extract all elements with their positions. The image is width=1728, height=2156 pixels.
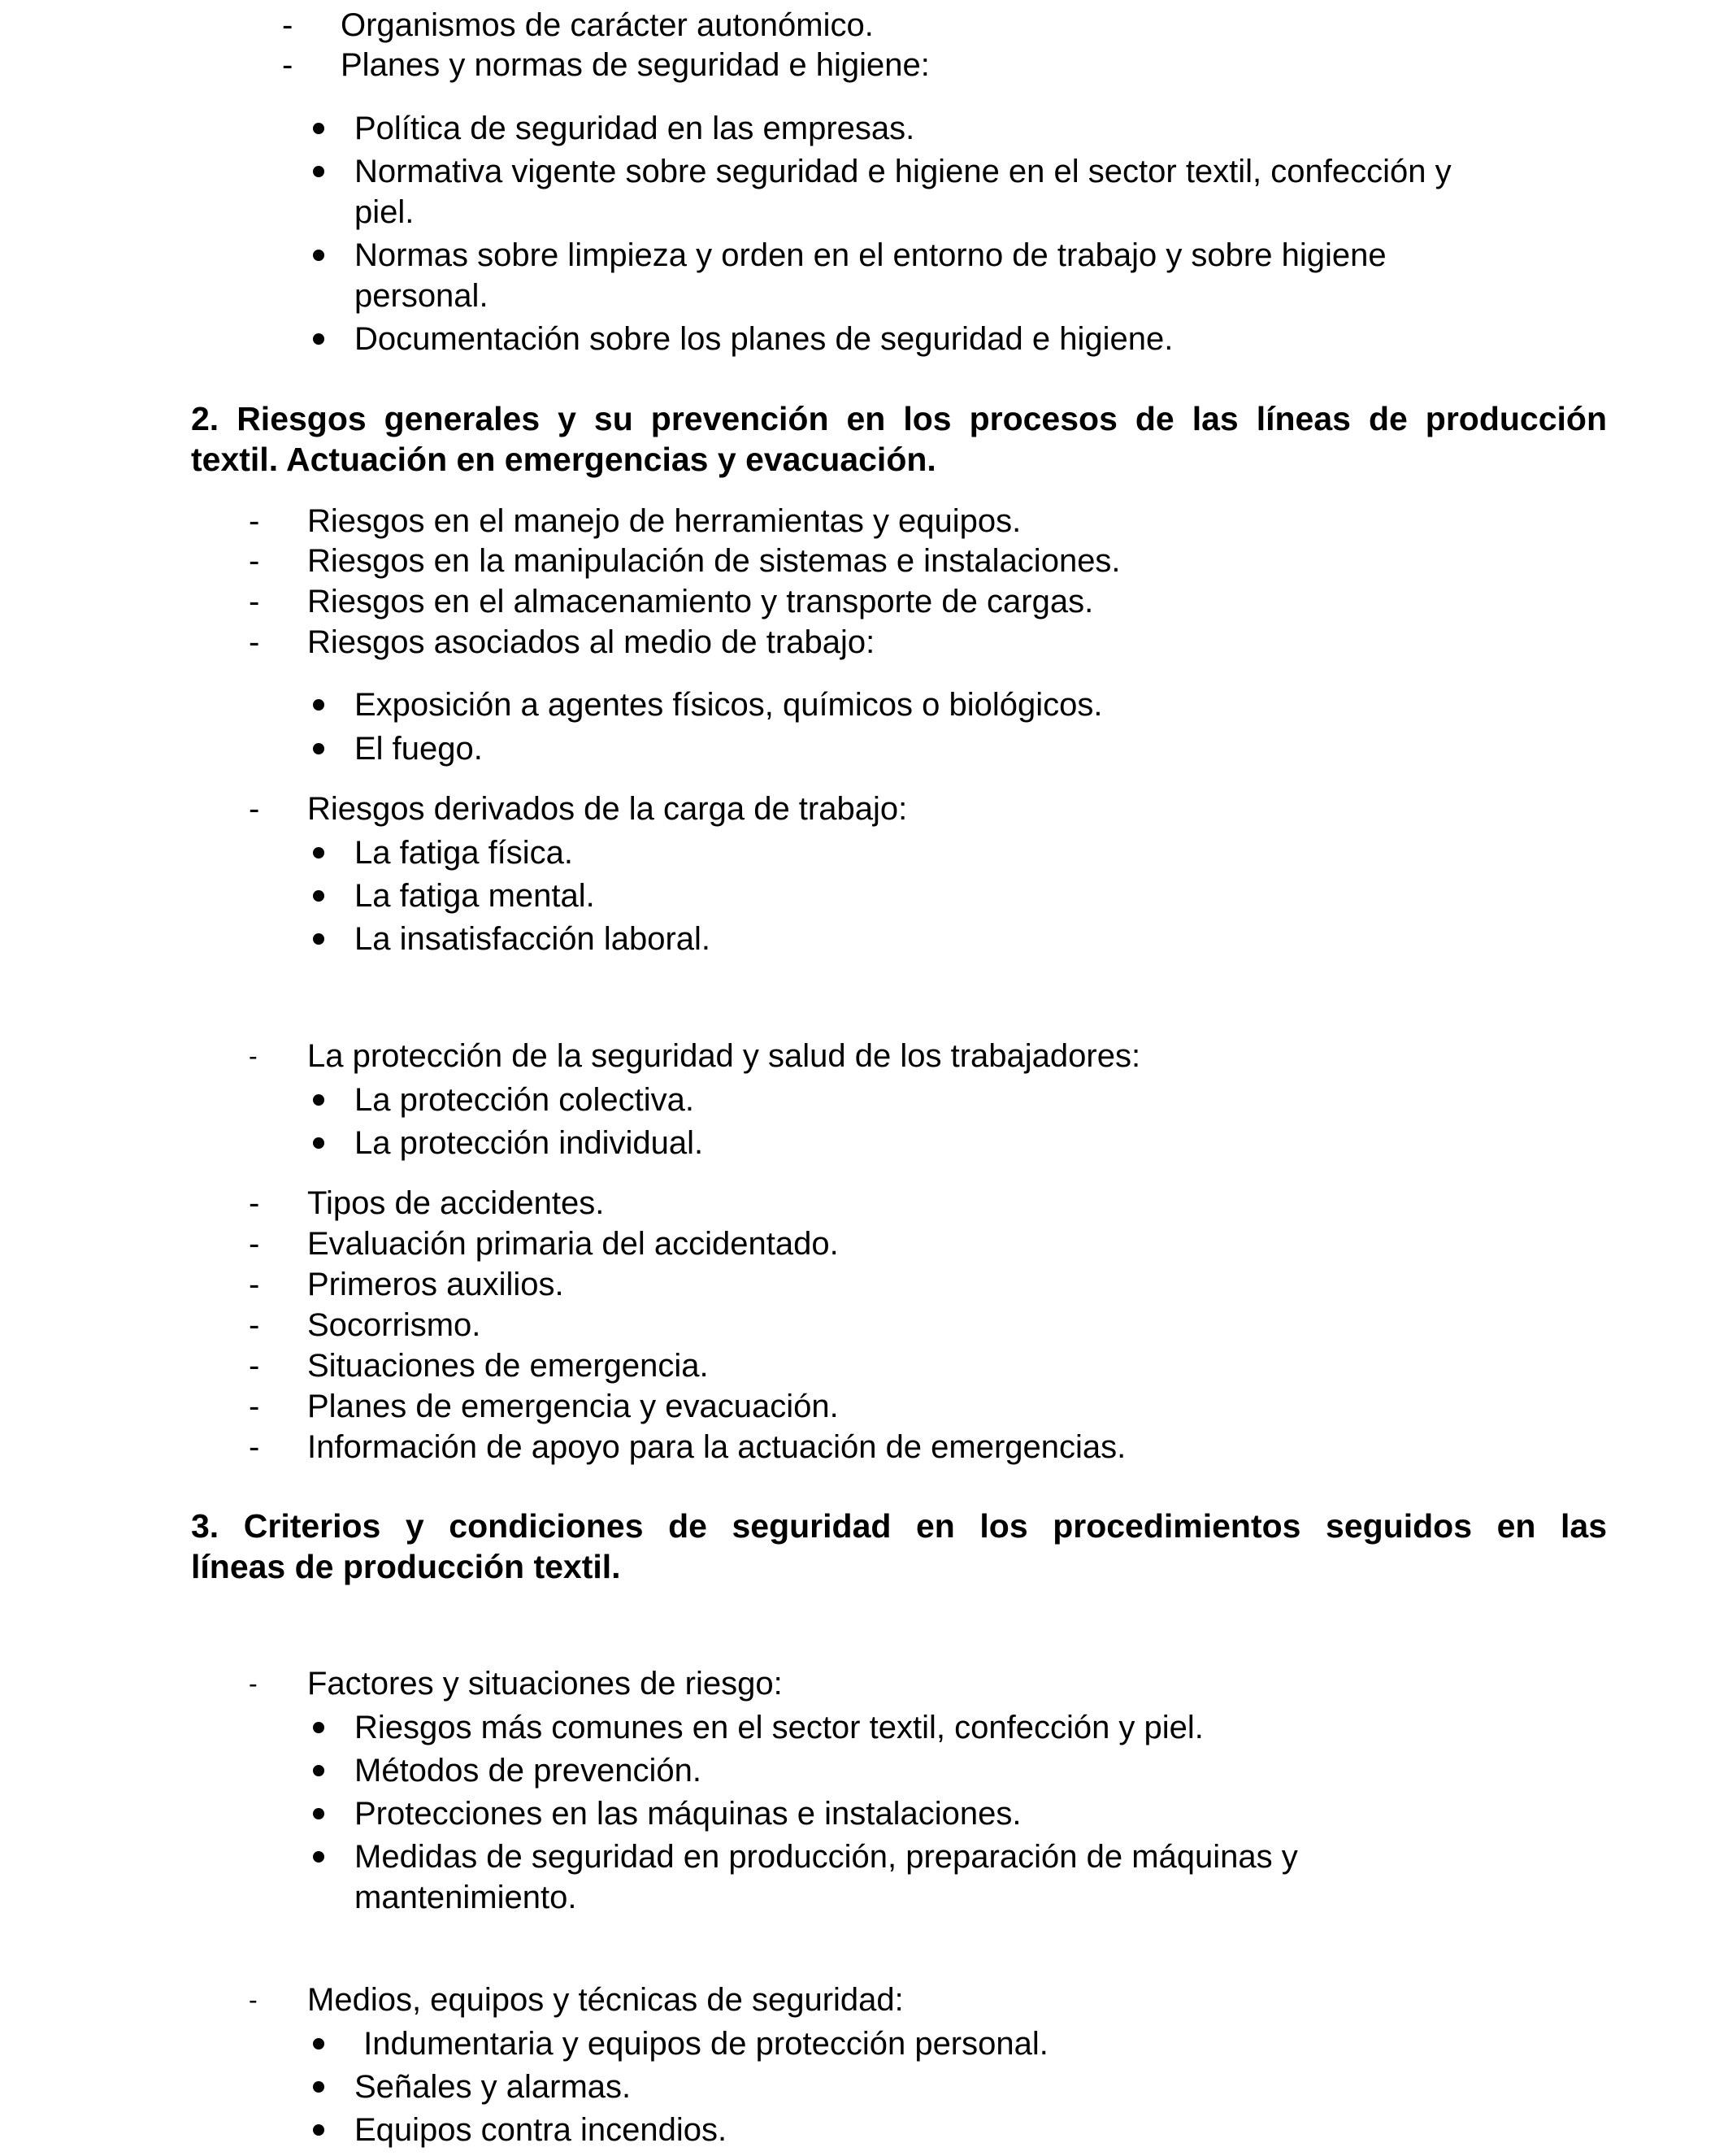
bullet-icon [313, 743, 324, 754]
list-item-text: Evaluación primaria del accidentado. [307, 1226, 839, 1262]
heading-line: 2. Riesgos generales y su prevención en los procesos de las líneas de producción [191, 400, 1607, 437]
bullet-icon [313, 1137, 324, 1149]
bullet-text: Normativa vigente sobre seguridad e higiene en el sector textil, confección y [354, 154, 1452, 189]
bullet-text: Normas sobre limpieza y orden en el entorno de trabajo y sobre higiene [354, 237, 1387, 273]
section-heading [191, 1506, 1607, 1587]
bullet-text: Métodos de prevención. [354, 1753, 701, 1789]
list-item-text: Información de apoyo para la actuación de emergencias. [307, 1429, 1127, 1465]
dash-marker: - [249, 1185, 260, 1221]
bullet-text: Política de seguridad en las empresas. [354, 111, 915, 146]
bullet-icon [313, 166, 324, 177]
bullet-text: La protección colectiva. [354, 1082, 695, 1118]
bullet-icon [313, 2124, 324, 2136]
dash-marker: - [249, 584, 260, 619]
bullet-icon [313, 2038, 324, 2050]
bullet-text: Protecciones en las máquinas e instalaciones. [354, 1796, 1022, 1832]
dash-marker: - [249, 1669, 258, 1698]
bullet-icon [313, 890, 324, 902]
bullet-icon [313, 333, 324, 345]
list-item-text: Medios, equipos y técnicas de seguridad: [307, 1982, 904, 2018]
list-item-text: Tipos de accidentes. [307, 1185, 605, 1221]
heading-line: textil. Actuación en emergencias y evacuación. [191, 441, 936, 478]
dash-marker: - [249, 791, 260, 827]
list-item-text: Riesgos en el almacenamiento y transporte de cargas. [307, 584, 1094, 619]
dash-marker: - [249, 1267, 260, 1302]
list-item-text: Riesgos asociados al medio de trabajo: [307, 624, 875, 660]
bullet-text-continued: mantenimiento. [354, 1880, 577, 1915]
bullet-text: La fatiga física. [354, 835, 574, 871]
bullet-text-continued: personal. [354, 278, 488, 314]
bullet-text: La insatisfacción laboral. [354, 921, 711, 957]
heading-line: 3. Criterios y condiciones de seguridad en los procedimientos seguidos en las [191, 1507, 1607, 1545]
bullet-text: Exposición a agentes físicos, químicos o biológicos. [354, 687, 1103, 723]
list-item-text: Riesgos en la manipulación de sistemas e instalaciones. [307, 543, 1121, 579]
bullet-text: Señales y alarmas. [354, 2069, 632, 2105]
dash-marker: - [249, 1226, 260, 1262]
bullet-icon [313, 250, 324, 261]
bullet-text: Documentación sobre los planes de seguridad e higiene. [354, 321, 1174, 357]
dash-marker: - [249, 1389, 260, 1424]
bullet-icon [313, 1851, 324, 1863]
dash-marker: - [249, 1348, 260, 1384]
list-item-text: Organismos de carácter autonómico. [341, 7, 874, 43]
bullet-icon [313, 847, 324, 858]
list-item-text: Socorrismo. [307, 1307, 481, 1343]
list-item-text: Riesgos en el manejo de herramientas y equipos. [307, 503, 1022, 539]
dash-marker: - [249, 1041, 258, 1071]
bullet-icon [313, 123, 324, 134]
dash-marker: - [282, 7, 293, 43]
dash-marker: - [249, 543, 260, 579]
dash-marker: - [282, 47, 293, 83]
bullet-text: Riesgos más comunes en el sector textil, confección y piel. [354, 1710, 1204, 1745]
list-item-text: Factores y situaciones de riesgo: [307, 1666, 783, 1702]
dash-marker: - [249, 624, 260, 660]
heading-line: líneas de producción textil. [191, 1548, 621, 1585]
dash-marker: - [249, 1985, 258, 2015]
list-item-text: Situaciones de emergencia. [307, 1348, 709, 1384]
list-item-text: Primeros auxilios. [307, 1267, 564, 1302]
bullet-text: La protección individual. [354, 1125, 704, 1161]
section-heading [191, 398, 1607, 480]
dash-marker: - [249, 1307, 260, 1343]
bullet-text: Equipos contra incendios. [354, 2112, 727, 2148]
bullet-icon [313, 1094, 324, 1106]
list-item-text: Planes y normas de seguridad e higiene: [341, 47, 930, 83]
bullet-icon [313, 933, 324, 945]
list-item-text: La protección de la seguridad y salud de los trabajadores: [307, 1038, 1141, 1074]
dash-marker: - [249, 503, 260, 539]
bullet-text: Medidas de seguridad en producción, preparación de máquinas y [354, 1839, 1298, 1875]
bullet-icon [313, 1722, 324, 1733]
bullet-icon [313, 2081, 324, 2093]
dash-marker: - [249, 1429, 260, 1465]
bullet-text-continued: piel. [354, 194, 415, 230]
bullet-icon [313, 699, 324, 711]
bullet-icon [313, 1808, 324, 1819]
bullet-text: La fatiga mental. [354, 878, 595, 914]
bullet-text: Indumentaria y equipos de protección personal. [354, 2026, 1049, 2062]
list-item-text: Riesgos derivados de la carga de trabajo: [307, 791, 908, 827]
bullet-text: El fuego. [354, 731, 483, 767]
list-item-text: Planes de emergencia y evacuación. [307, 1389, 839, 1424]
bullet-icon [313, 1765, 324, 1776]
